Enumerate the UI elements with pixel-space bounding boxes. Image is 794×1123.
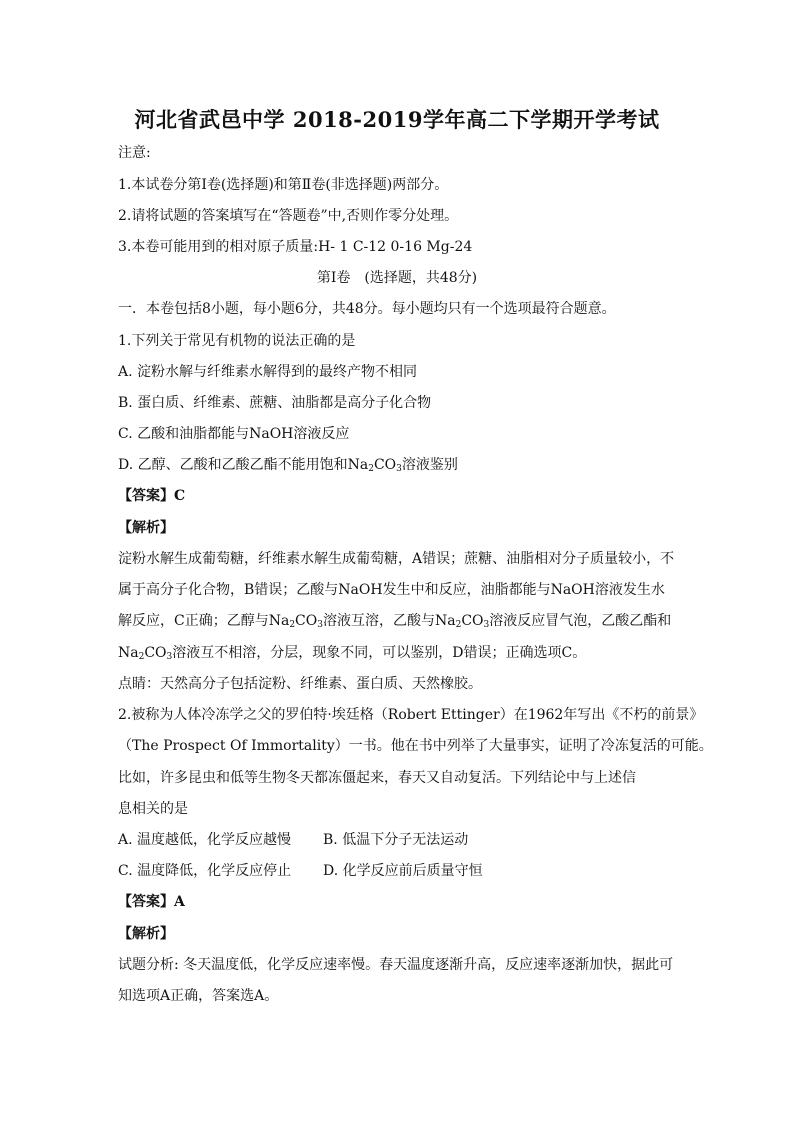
subscript: 3 xyxy=(396,464,402,474)
q1-analysis-line: 淀粉水解生成葡萄糖，纤维素水解生成葡萄糖，A错误；蔗糖、油脂相对分子质量较小，不 xyxy=(118,551,675,567)
q1-option-a: A. 淀粉水解与纤维素水解得到的最终产物不相同 xyxy=(118,364,418,380)
note-item-1: 1.本试卷分第Ⅰ卷(选择题)和第Ⅱ卷(非选择题)两部分。 xyxy=(118,177,449,193)
q2-option-d: D. 化学反应前后质量守恒 xyxy=(323,863,483,879)
q1-option-b: B. 蛋白质、纤维素、蔗糖、油脂都是高分子化合物 xyxy=(118,395,432,411)
q1-analysis-line: 属于高分子化合物，B错误；乙酸与NaOH发生中和反应，油脂都能与NaOH溶液发生水 xyxy=(118,582,665,598)
q1-analysis-line xyxy=(118,644,678,662)
formula-text: CO xyxy=(295,613,318,629)
q1-answer: 【答案】C xyxy=(118,488,186,504)
formula-text: Na xyxy=(118,645,139,661)
q2-answer: 【答案】A xyxy=(118,894,185,910)
q1-analysis-label: 【解析】 xyxy=(118,520,174,536)
q2-option-c: C. 温度降低，化学反应停止 xyxy=(118,863,292,879)
subscript: 2 xyxy=(289,620,296,630)
q2-stem-line: 息相关的是 xyxy=(118,801,188,817)
subscript: 2 xyxy=(455,620,462,630)
q1-option-d-tail: 溶液鉴别 xyxy=(401,457,458,473)
formula-text: CO xyxy=(461,613,484,629)
notes-heading: 注意: xyxy=(118,145,151,161)
q1-stem: 1.下列关于常见有机物的说法正确的是 xyxy=(118,333,356,349)
q1-analysis-line xyxy=(118,612,678,630)
subscript: 3 xyxy=(317,620,323,630)
q2-options-row-2 xyxy=(118,862,678,880)
q1-option-c: C. 乙酸和油脂都能与NaOH溶液反应 xyxy=(118,426,350,442)
q1-option-d xyxy=(118,456,678,474)
q2-analysis-label: 【解析】 xyxy=(118,926,174,942)
q2-stem-line: 2.被称为人体冷冻学之父的罗伯特·埃廷格（Robert Ettinger）在1962年写出《不朽的前景》 xyxy=(118,707,704,723)
formula-text: CO xyxy=(373,457,397,473)
q2-analysis-line: 试题分析: 冬天温度低，化学反应速率慢。春天温度逐渐升高，反应速率逐渐加快，据此可 xyxy=(118,957,674,973)
analysis-text: 溶液反应冒气泡，乙酸乙酯和 xyxy=(489,613,672,629)
subscript: 2 xyxy=(368,464,374,474)
q2-option-a: A. 温度越低，化学反应越慢 xyxy=(118,832,292,848)
note-item-3: 3.本卷可能用到的相对原子质量:H- 1 C-12 0-16 Mg-24 xyxy=(118,239,473,255)
part1-heading: 第Ⅰ卷 (选择题，共48分) xyxy=(316,270,478,286)
q2-options-row-1 xyxy=(118,831,678,849)
note-item-2: 2.请将试题的答案填写在“答题卷”中,否则作零分处理。 xyxy=(118,208,459,224)
analysis-text: 解反应，C正确；乙醇与Na xyxy=(118,613,290,629)
q1-option-d-text: D. 乙醇、乙酸和乙酸乙酯不能用饱和Na xyxy=(118,457,369,473)
analysis-text: 溶液互不相溶，分层，现象不同，可以鉴别，D错误；正确选项C。 xyxy=(172,645,587,661)
q2-stem-line: 比如，许多昆虫和低等生物冬天都冻僵起来，春天又自动复活。下列结论中与上述信 xyxy=(118,770,636,786)
subscript: 3 xyxy=(166,652,173,662)
q2-option-b: B. 低温下分子无法运动 xyxy=(323,832,469,848)
q2-stem-line: （The Prospect Of Immortality）一书。他在书中列举了大量事实，证明了冷冻复活的可能。 xyxy=(118,738,713,754)
part1-instruction: 一．本卷包括8小题，每小题6分，共48分。每小题均只有一个选项最符合题意。 xyxy=(118,301,616,317)
formula-text: CO xyxy=(144,645,167,661)
subscript: 3 xyxy=(483,620,490,630)
exam-title: 河北省武邑中学 2018-2019学年高二下学期开学考试 xyxy=(134,107,660,132)
analysis-text: 溶液互溶，乙酸与Na xyxy=(322,613,456,629)
q1-comment: 点睛：天然高分子包括淀粉、纤维素、蛋白质、天然橡胶。 xyxy=(118,676,482,692)
subscript: 2 xyxy=(138,652,145,662)
q2-analysis-line: 知选项A正确，答案选A。 xyxy=(118,988,279,1004)
